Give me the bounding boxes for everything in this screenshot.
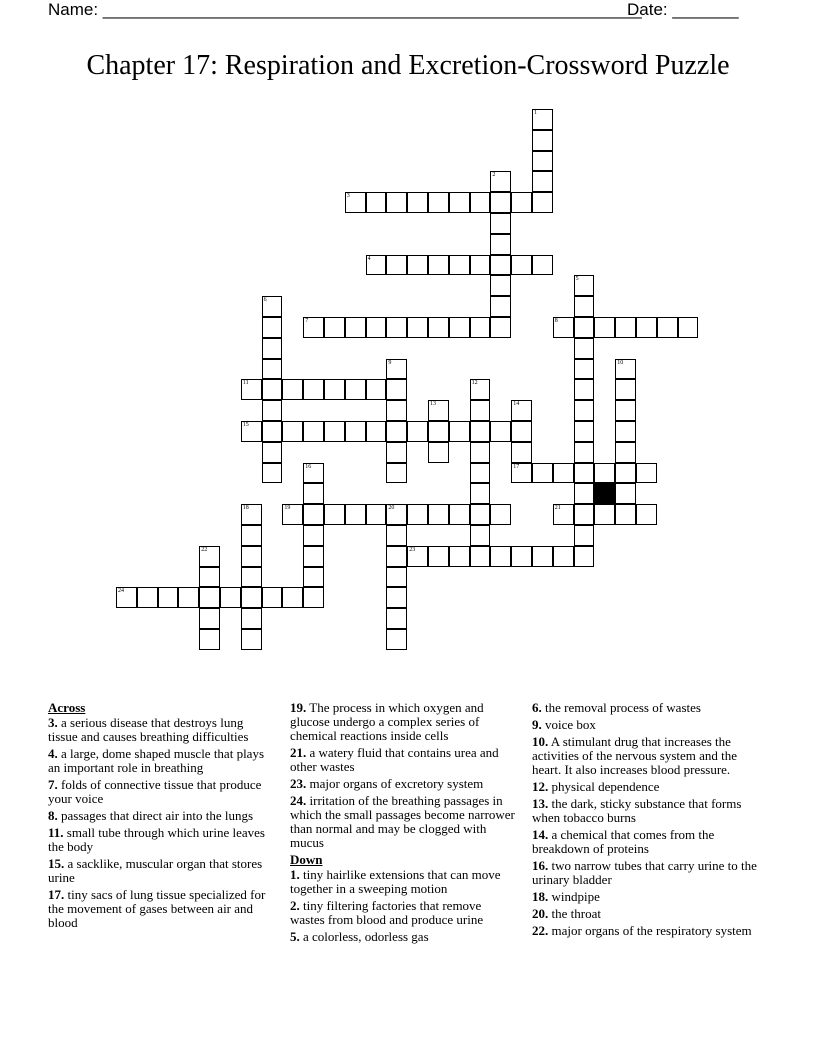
grid-cell[interactable]: [386, 463, 407, 484]
grid-cell[interactable]: [303, 567, 324, 588]
clue-number: 8: [554, 318, 558, 324]
grid-cell[interactable]: [345, 421, 366, 442]
grid-cell[interactable]: [678, 317, 699, 338]
grid-cell[interactable]: [657, 317, 678, 338]
grid-cell[interactable]: [241, 629, 262, 650]
grid-cell[interactable]: [407, 546, 428, 567]
grid-cell[interactable]: [241, 587, 262, 608]
grid-cell[interactable]: [303, 379, 324, 400]
clue-number: 5: [575, 276, 579, 283]
grid-cell[interactable]: [282, 587, 303, 608]
grid-cell[interactable]: [470, 317, 491, 338]
across-clue: 24. irritation of the breathing passages in which the small passages become narrower than normal and may be clogged with mucus: [290, 793, 515, 850]
clue-number: 4: [367, 255, 371, 262]
grid-cell[interactable]: [241, 567, 262, 588]
grid-cell[interactable]: [470, 546, 491, 567]
grid-cell[interactable]: [553, 463, 574, 484]
grid-cell[interactable]: [511, 546, 532, 567]
grid-cell[interactable]: [615, 379, 636, 400]
grid-cell[interactable]: [470, 255, 491, 276]
grid-cell[interactable]: [303, 317, 324, 338]
grid-cell[interactable]: [262, 379, 283, 400]
clue-number: 13: [430, 401, 436, 408]
grid-cell[interactable]: [532, 130, 553, 151]
grid-cell[interactable]: [532, 463, 553, 484]
grid-cell[interactable]: [428, 442, 449, 463]
grid-cell[interactable]: [553, 504, 574, 525]
grid-cell[interactable]: [262, 400, 283, 421]
grid-cell[interactable]: [262, 463, 283, 484]
grid-cell[interactable]: [449, 421, 470, 442]
grid-cell[interactable]: [428, 317, 449, 338]
grid-cell[interactable]: [574, 504, 595, 525]
grid-cell[interactable]: [532, 546, 553, 567]
grid-cell[interactable]: [470, 525, 491, 546]
grid-cell[interactable]: [574, 442, 595, 463]
grid-cell[interactable]: [178, 587, 199, 608]
grid-cell[interactable]: [470, 379, 491, 400]
clue-number: 15: [242, 422, 249, 428]
grid-cell[interactable]: [262, 338, 283, 359]
down-clue: 1. tiny hairlike extensions that can move together in a sweeping motion: [290, 867, 501, 896]
clue-number: 23: [409, 546, 416, 553]
grid-cell[interactable]: [449, 192, 470, 213]
across-clue: 17. tiny sacs of lung tissue specialized for the movement of gases between air and blood: [48, 887, 266, 930]
grid-cell[interactable]: [282, 379, 303, 400]
grid-cell[interactable]: [407, 421, 428, 442]
grid-cell[interactable]: [470, 421, 491, 442]
grid-cell[interactable]: [303, 525, 324, 546]
grid-cell[interactable]: [574, 546, 595, 567]
down-clue: 13. the dark, sticky substance that forms when tobacco burns: [532, 796, 742, 825]
grid-cell[interactable]: [615, 359, 636, 380]
grid-cell[interactable]: [470, 400, 491, 421]
date-field[interactable]: Date: _______: [627, 0, 739, 19]
down-clue: 2. tiny filtering factories that remove wastes from blood and produce urine: [290, 898, 484, 927]
grid-cell[interactable]: [386, 525, 407, 546]
grid-cell[interactable]: [366, 504, 387, 525]
clue-number: 24: [118, 588, 124, 595]
grid-cell[interactable]: [594, 317, 615, 338]
grid-cell[interactable]: [303, 483, 324, 504]
grid-cell[interactable]: [490, 504, 511, 525]
grid-cell[interactable]: [199, 546, 220, 567]
grid-cell[interactable]: [303, 421, 324, 442]
grid-cell[interactable]: [615, 504, 636, 525]
clue-number: 14: [513, 401, 520, 408]
grid-cell[interactable]: [324, 421, 345, 442]
clue-number: 11: [242, 380, 249, 387]
grid-cell[interactable]: [386, 546, 407, 567]
grid-cell[interactable]: [386, 629, 407, 650]
grid-cell[interactable]: [532, 151, 553, 172]
grid-cell[interactable]: [470, 192, 491, 213]
grid-cell[interactable]: [199, 629, 220, 650]
grid-cell[interactable]: [262, 587, 283, 608]
grid-cell[interactable]: [262, 317, 283, 338]
grid-cell[interactable]: [574, 275, 595, 296]
grid-cell[interactable]: [303, 504, 324, 525]
clue-number: 12: [471, 380, 478, 387]
grid-cell[interactable]: [636, 463, 657, 484]
grid-cell[interactable]: [449, 317, 470, 338]
grid-cell[interactable]: [199, 608, 220, 629]
grid-cell[interactable]: [366, 379, 387, 400]
grid-cell[interactable]: [574, 338, 595, 359]
down-clue: 6. the removal process of wastes: [532, 700, 701, 715]
grid-cell[interactable]: [615, 463, 636, 484]
across-clue: 8. passages that direct air into the lungs: [48, 808, 254, 823]
grid-cell[interactable]: [303, 546, 324, 567]
grid-cell[interactable]: [574, 359, 595, 380]
grid-cell[interactable]: [532, 171, 553, 192]
grid-cell[interactable]: [386, 608, 407, 629]
grid-cell[interactable]: [386, 587, 407, 608]
grid-cell[interactable]: [532, 109, 553, 130]
grid-cell[interactable]: [407, 192, 428, 213]
grid-cell[interactable]: [615, 400, 636, 421]
down-clue: 9. voice box: [532, 717, 596, 732]
grid-cell[interactable]: [241, 525, 262, 546]
across-heading: Across: [48, 700, 86, 715]
grid-cell[interactable]: [262, 442, 283, 463]
grid-cell[interactable]: [262, 296, 283, 317]
clue-number: 20: [388, 505, 395, 512]
clue-number: 16: [305, 463, 312, 470]
grid-cell[interactable]: [553, 546, 574, 567]
grid-cell[interactable]: [303, 587, 324, 608]
clue-number: 2: [492, 172, 496, 179]
grid-cell[interactable]: [574, 525, 595, 546]
grid-cell[interactable]: [386, 504, 407, 525]
name-field[interactable]: Name: _________________________________________________________: [48, 0, 642, 19]
grid-cell[interactable]: [615, 317, 636, 338]
grid-cell[interactable]: [386, 567, 407, 588]
grid-cell[interactable]: [532, 192, 553, 213]
page-title: Chapter 17: Respiration and Excretion-Crossword Puzzle: [86, 50, 730, 81]
grid-cell[interactable]: [366, 421, 387, 442]
grid-cell[interactable]: [241, 608, 262, 629]
grid-cell[interactable]: [490, 546, 511, 567]
across-clue: 23. major organs of excretory system: [290, 776, 484, 791]
grid-cell[interactable]: [386, 442, 407, 463]
grid-cell[interactable]: [490, 171, 511, 192]
grid-cell[interactable]: [574, 400, 595, 421]
grid-cell[interactable]: [386, 421, 407, 442]
grid-cell[interactable]: [324, 379, 345, 400]
clue-number: 18: [242, 505, 249, 512]
grid-cell[interactable]: [303, 463, 324, 484]
grid-cell[interactable]: [470, 504, 491, 525]
grid-cell[interactable]: [428, 421, 449, 442]
grid-cell[interactable]: [116, 587, 137, 608]
grid-cell[interactable]: [470, 463, 491, 484]
clue-column-1: [48, 701, 276, 933]
grid-cell[interactable]: [490, 192, 511, 213]
grid-cell[interactable]: [470, 442, 491, 463]
grid-cell[interactable]: [386, 255, 407, 276]
grid-cell[interactable]: [574, 421, 595, 442]
grid-cell[interactable]: [345, 504, 366, 525]
down-heading: Down: [290, 852, 323, 867]
clue-number: 3: [346, 193, 350, 200]
grid-cell[interactable]: [345, 192, 366, 213]
grid-cell[interactable]: [511, 442, 532, 463]
grid-cell[interactable]: [490, 317, 511, 338]
grid-cell[interactable]: [345, 379, 366, 400]
down-clue: 12. physical dependence: [532, 779, 660, 794]
grid-cell[interactable]: [490, 234, 511, 255]
grid-cell[interactable]: [574, 317, 595, 338]
grid-cell[interactable]: [199, 567, 220, 588]
grid-cell[interactable]: [366, 192, 387, 213]
grid-cell[interactable]: [574, 296, 595, 317]
clue-column-3: [532, 701, 768, 941]
grid-cell[interactable]: [511, 255, 532, 276]
down-clue: 16. two narrow tubes that carry urine to the urinary bladder: [532, 858, 757, 887]
grid-cell[interactable]: [490, 421, 511, 442]
down-clue: 5. a colorless, odorless gas: [290, 929, 429, 944]
grid-cell[interactable]: [574, 483, 595, 504]
grid-cell[interactable]: [386, 317, 407, 338]
grid-cell[interactable]: [386, 400, 407, 421]
grid-cell[interactable]: [428, 192, 449, 213]
grid-cell[interactable]: [324, 317, 345, 338]
grid-cell[interactable]: [407, 255, 428, 276]
grid-cell[interactable]: [615, 421, 636, 442]
grid-cell[interactable]: [511, 192, 532, 213]
clue-number: 9: [388, 359, 392, 366]
grid-cell[interactable]: [636, 317, 657, 338]
grid-cell[interactable]: [199, 587, 220, 608]
grid-cell[interactable]: [386, 359, 407, 380]
across-clue: 4. a large, dome shaped muscle that plays an important role in breathing: [48, 746, 265, 775]
across-clue: 21. a watery fluid that contains urea and other wastes: [290, 745, 499, 774]
grid-cell[interactable]: [470, 483, 491, 504]
across-clue: 7. folds of connective tissue that produce your voice: [48, 777, 262, 806]
clue-number: 17: [513, 463, 520, 470]
grid-cell[interactable]: [428, 546, 449, 567]
grid-cell[interactable]: [282, 421, 303, 442]
grid-cell[interactable]: [532, 255, 553, 276]
down-clue: 14. a chemical that comes from the breakdown of proteins: [532, 827, 715, 856]
grid-cell[interactable]: [407, 317, 428, 338]
grid-cell[interactable]: [386, 379, 407, 400]
grid-cell[interactable]: [449, 546, 470, 567]
grid-cell[interactable]: [366, 255, 387, 276]
blocked-square: [594, 483, 615, 504]
grid-cell[interactable]: [158, 587, 179, 608]
grid-cell[interactable]: [428, 504, 449, 525]
grid-cell[interactable]: [407, 504, 428, 525]
grid-cell[interactable]: [262, 421, 283, 442]
grid-cell[interactable]: [220, 587, 241, 608]
grid-cell[interactable]: [428, 255, 449, 276]
grid-cell[interactable]: [636, 504, 657, 525]
grid-cell[interactable]: [511, 421, 532, 442]
grid-cell[interactable]: [594, 463, 615, 484]
grid-cell[interactable]: [490, 213, 511, 234]
grid-cell[interactable]: [366, 317, 387, 338]
grid-cell[interactable]: [574, 463, 595, 484]
grid-cell[interactable]: [511, 463, 532, 484]
grid-cell[interactable]: [282, 504, 303, 525]
clue-number: 7: [305, 318, 309, 324]
grid-cell[interactable]: [490, 296, 511, 317]
clue-number: 1: [534, 110, 537, 116]
down-clue: 10. A stimulant drug that increases the activities of the nervous system and the heart. It also increases blood pressure.: [532, 734, 738, 777]
grid-cell[interactable]: [490, 255, 511, 276]
clue-number: 21: [554, 505, 561, 512]
grid-cell[interactable]: [615, 442, 636, 463]
clue-number: 19: [284, 505, 291, 512]
clue-number: 22: [201, 546, 208, 553]
grid-cell[interactable]: [324, 504, 345, 525]
grid-cell[interactable]: [386, 192, 407, 213]
grid-cell[interactable]: [428, 400, 449, 421]
across-clue: 15. a sacklike, muscular organ that stores urine: [48, 856, 263, 885]
clue-column-2: [290, 701, 518, 947]
grid-cell[interactable]: [449, 504, 470, 525]
grid-cell[interactable]: [553, 317, 574, 338]
across-clue: 11. small tube through which urine leaves the body: [48, 825, 265, 854]
grid-cell[interactable]: [615, 483, 636, 504]
across-clue: 19. The process in which oxygen and glucose undergo a complex series of chemical reactions inside cells: [290, 700, 484, 743]
grid-cell[interactable]: [137, 587, 158, 608]
grid-cell[interactable]: [241, 379, 262, 400]
grid-cell[interactable]: [574, 379, 595, 400]
grid-cell[interactable]: [241, 421, 262, 442]
down-clue: 20. the throat: [532, 906, 601, 921]
down-clue: 18. windpipe: [532, 889, 600, 904]
clue-number: 10: [617, 359, 624, 366]
grid-cell[interactable]: [241, 546, 262, 567]
grid-cell[interactable]: [262, 359, 283, 380]
across-clue: 3. a serious disease that destroys lung tissue and causes breathing difficulties: [48, 715, 249, 744]
grid-cell[interactable]: [594, 504, 615, 525]
grid-cell[interactable]: [511, 400, 532, 421]
down-clue: 22. major organs of the respiratory system: [532, 923, 752, 938]
grid-cell[interactable]: [241, 504, 262, 525]
grid-cell[interactable]: [490, 275, 511, 296]
clue-number: 6: [263, 297, 267, 304]
grid-cell[interactable]: [345, 317, 366, 338]
grid-cell[interactable]: [449, 255, 470, 276]
